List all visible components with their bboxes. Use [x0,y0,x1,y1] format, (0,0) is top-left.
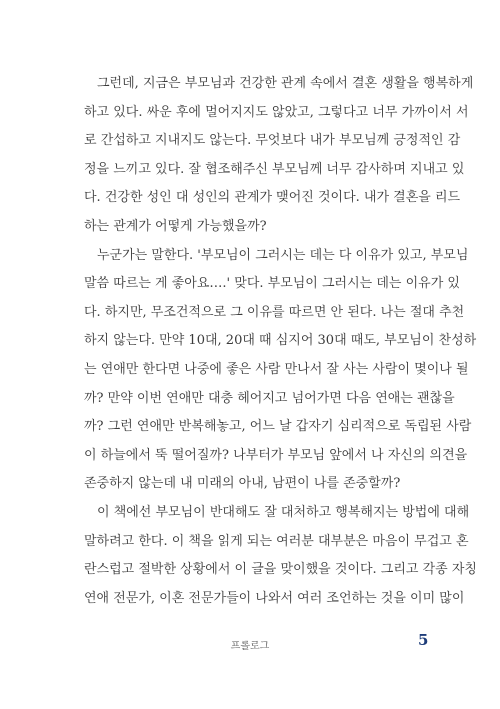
text-line: 누군가는 말한다. '부모님이 그러시는 데는 다 이유가 있고, 부모님 [97,247,469,263]
text-line: 로 간섭하고 지내지도 않는다. 무엇보다 내가 부모님께 긍정적인 감 [84,133,461,149]
text-line: 다. 건강한 성인 대 성인의 관계가 맺어진 것이다. 내가 결혼을 리드 [84,190,461,206]
text-line: 말씀 따르는 게 좋아요….' 맞다. 부모님이 그러시는 데는 이유가 있 [84,276,460,292]
body-text [84,70,477,613]
text-line: 그런데, 지금은 부모님과 건강한 관계 속에서 결혼 생활을 행복하게 [97,76,474,91]
page-number: 5 [418,631,429,649]
text-line: 존중하지 않는데 내 미래의 아내, 남편이 나를 존중할까? [84,476,401,492]
text-line: 까? 그런 연애만 반복해놓고, 어느 날 갑자기 심리적으로 독립된 사람 [84,419,472,435]
text-line: 말하려고 한다. 이 책을 읽게 되는 여러분 대부분은 마음이 무겁고 혼 [84,533,469,549]
text-line: 연애 전문가, 이혼 전문가들이 나와서 여러 조언하는 것을 이미 많이 [84,590,465,606]
text-line: 정을 느끼고 있다. 잘 협조해주신 부모님께 너무 감사하며 지내고 있 [84,161,465,177]
text-line: 까? 만약 이번 연애만 대충 헤어지고 넘어가면 다음 연애는 괜찮을 [84,390,455,406]
text-line: 는 연애만 한다면 나중에 좋은 사람 만나서 잘 사는 사람이 몇이나 될 [84,361,469,377]
text-line: 하지 않는다. 만약 10대, 20대 때 심지어 30대 때도, 부모님이 찬성하 [84,333,477,349]
section-label: 프롤로그 [230,641,270,652]
text-line: 하고 있다. 싸운 후에 멀어지지도 않았고, 그렇다고 너무 가까이서 서 [84,104,469,120]
text-line: 하는 관계가 어떻게 가능했을까? [84,218,267,234]
text-line: 란스럽고 절박한 상황에서 이 글을 맞이했을 것이다. 그리고 각종 자칭 [84,562,477,578]
text-line: 이 책에선 부모님이 반대해도 잘 대처하고 행복해지는 방법에 대해 [97,504,470,520]
text-line: 다. 하지만, 무조건적으로 그 이유를 따르면 안 된다. 나는 절대 추천 [84,304,465,320]
text-line: 이 하늘에서 뚝 떨어질까? 나부터가 부모님 앞에서 나 자신의 의견을 [84,447,468,463]
